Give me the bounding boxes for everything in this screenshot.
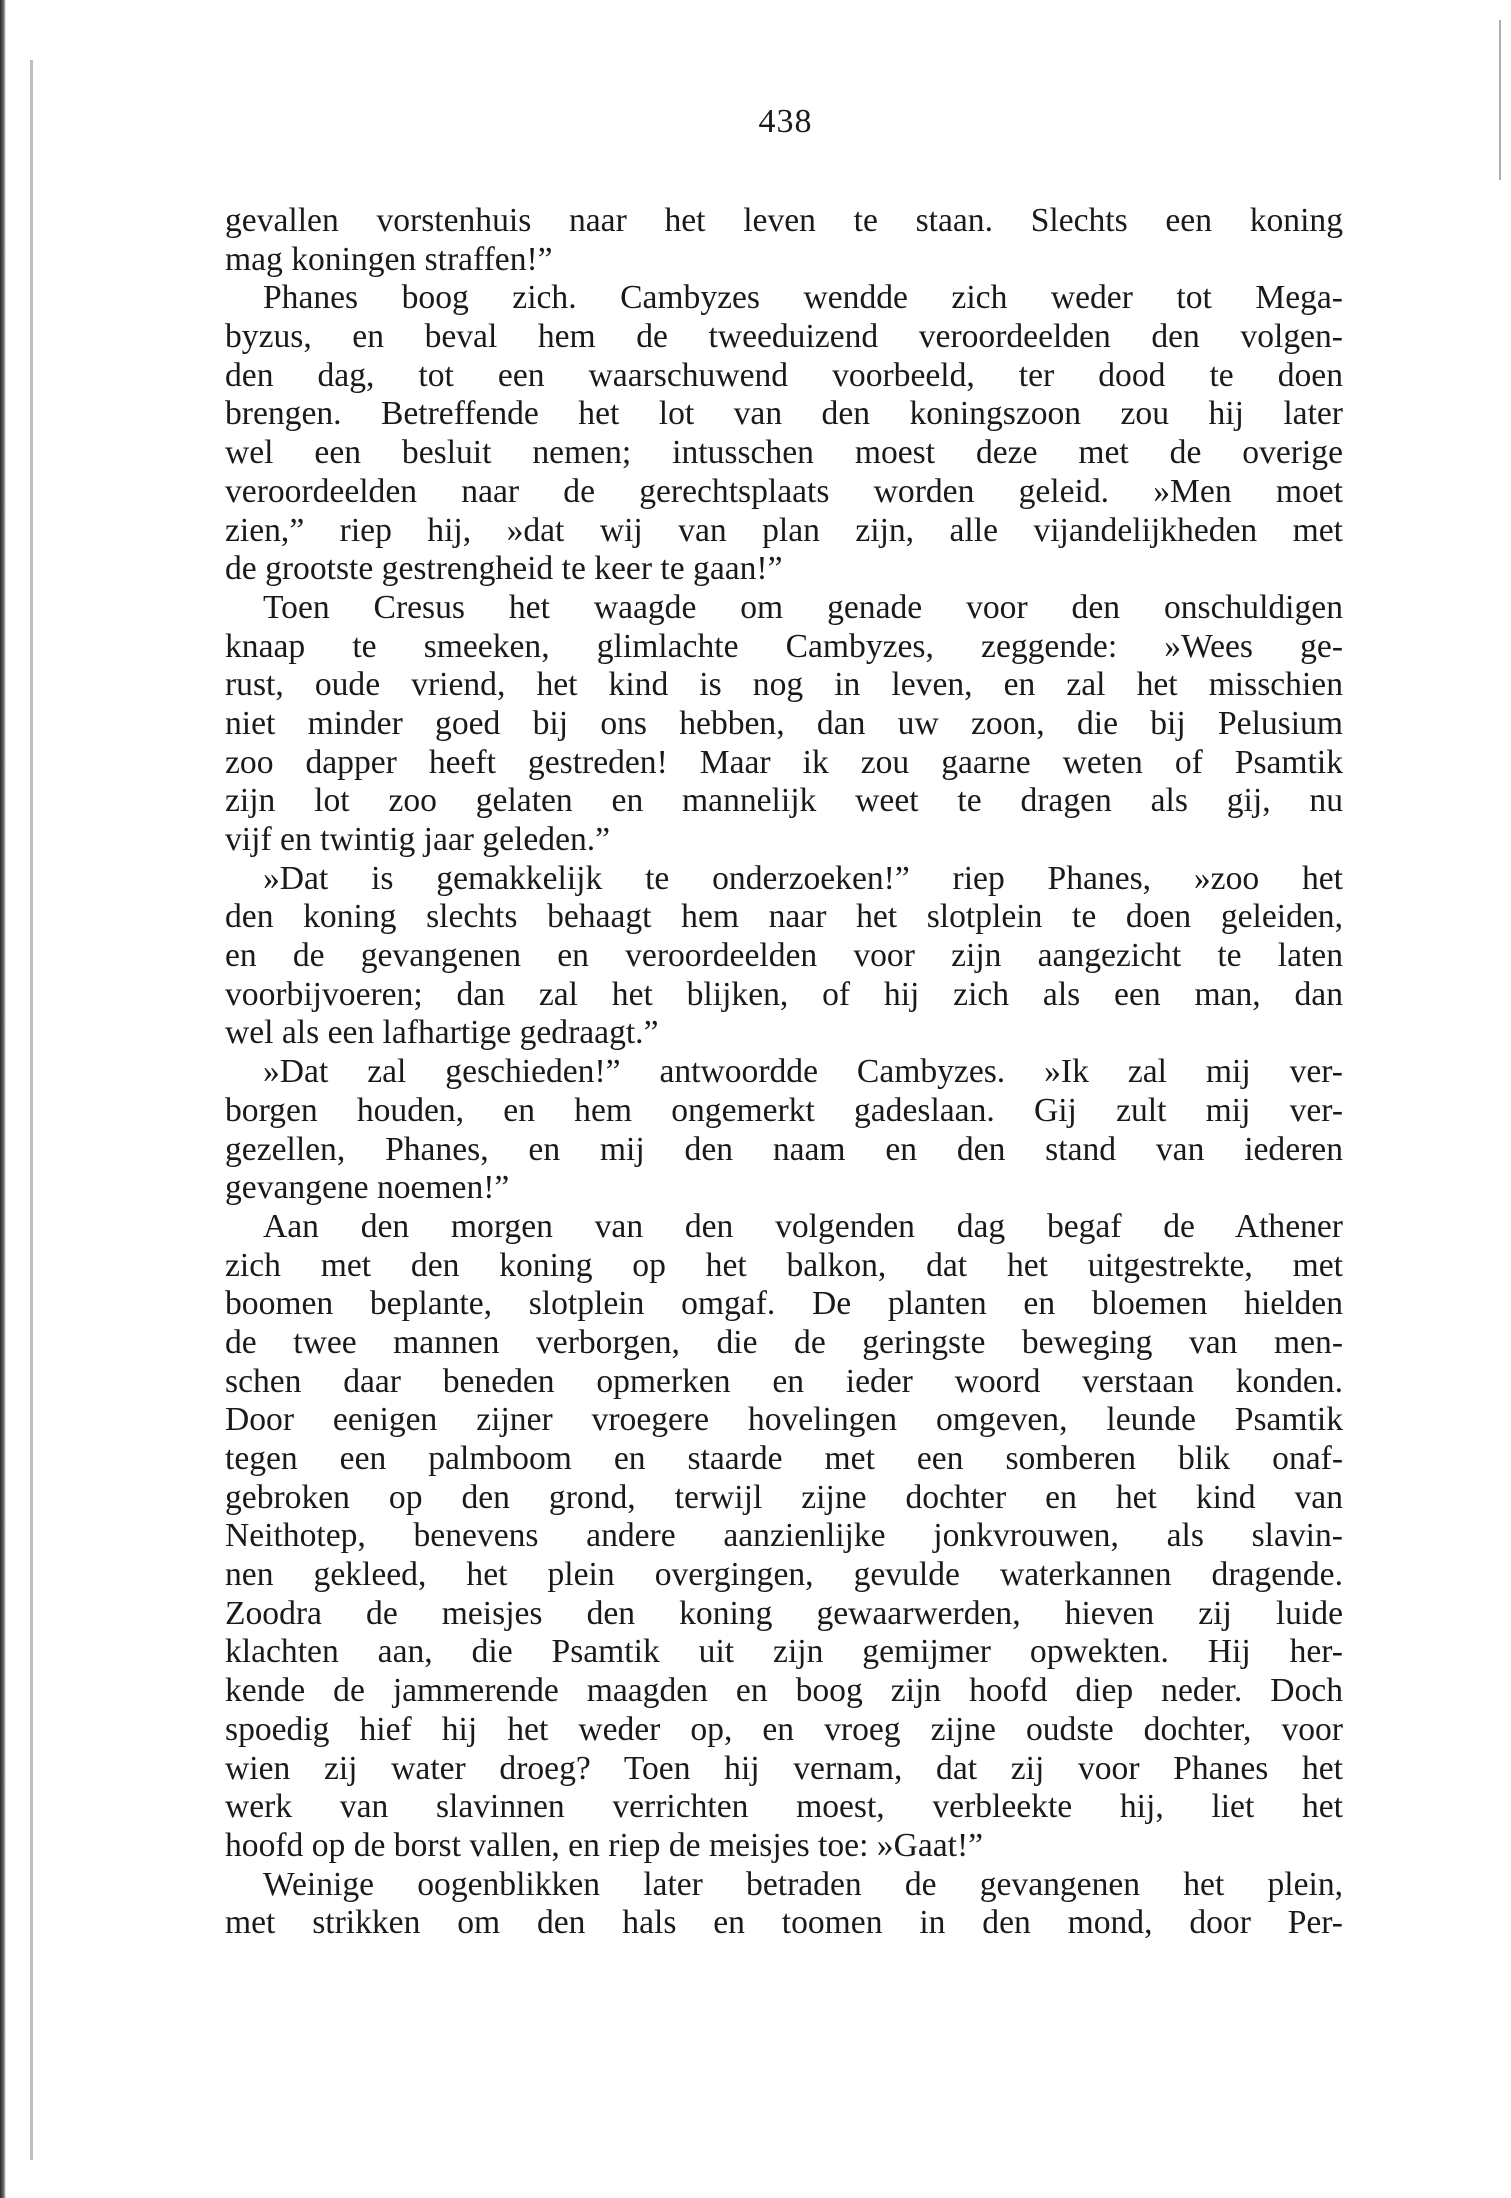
text-line: zoo dapper heeft gestreden! Maar ik zou gaarne weten of Psamtik: [225, 743, 1343, 781]
text-line: klachten aan, die Psamtik uit zijn gemijmer opwekten. Hij her-: [225, 1633, 1343, 1671]
text-line: werk van slavinnen verrichten moest, verbleekte hij, liet het: [225, 1788, 1343, 1826]
text-line: nen gekleed, het plein overgingen, gevulde waterkannen dragende.: [225, 1556, 1343, 1594]
page-number: 438: [758, 103, 813, 140]
body-text: [225, 202, 1343, 1943]
text-line: hoofd op de borst vallen, en riep de meisjes toe: »Gaat!”: [225, 1826, 984, 1864]
text-line: kende de jammerende maagden en boog zijn hoofd diep neder. Doch: [225, 1672, 1343, 1710]
text-line: Door eenigen zijner vroegere hovelingen omgeven, leunde Psamtik: [225, 1401, 1343, 1439]
text-line: en de gevangenen en veroordeelden voor zijn aangezicht te laten: [225, 937, 1343, 975]
text-line: schen daar beneden opmerken en ieder woord verstaan konden.: [225, 1362, 1343, 1400]
text-line: Neithotep, benevens andere aanzienlijke jonkvrouwen, als slavin-: [225, 1517, 1343, 1555]
text-line: zich met den koning op het balkon, dat het uitgestrekte, met: [225, 1246, 1343, 1284]
page-edge-shadow: [30, 60, 33, 2160]
text-line: Toen Cresus het waagde om genade voor den onschuldigen: [263, 588, 1343, 626]
text-line: gezellen, Phanes, en mij den naam en den stand van iederen: [225, 1130, 1343, 1168]
text-line: voorbijvoeren; dan zal het blijken, of hij zich als een man, dan: [225, 975, 1343, 1013]
text-line: wel als een lafhartige gedraagt.”: [225, 1014, 659, 1052]
text-line: knaap te smeeken, glimlachte Cambyzes, zeggende: »Wees ge-: [225, 627, 1343, 665]
text-line: rust, oude vriend, het kind is nog in leven, en zal het misschien: [225, 666, 1343, 704]
text-line: »Dat zal geschieden!” antwoordde Cambyzes. »Ik zal mij ver-: [263, 1053, 1343, 1091]
text-line: de grootste gestrengheid te keer te gaan!”: [225, 550, 783, 588]
text-line: gebroken op den grond, terwijl zijne dochter en het kind van: [225, 1478, 1343, 1516]
text-line: zien,” riep hij, »dat wij van plan zijn, alle vijandelijkheden met: [225, 511, 1343, 549]
text-line: de twee mannen verborgen, die de geringste beweging van men-: [225, 1323, 1343, 1361]
text-line: wel een besluit nemen; intusschen moest deze met de overige: [225, 434, 1343, 472]
text-line: mag koningen straffen!”: [225, 240, 553, 278]
text-line: gevangene noemen!”: [225, 1169, 510, 1207]
text-line: boomen beplante, slotplein omgaf. De planten en bloemen hielden: [225, 1285, 1343, 1323]
text-line: tegen een palmboom en staarde met een somberen blik onaf-: [225, 1440, 1343, 1477]
text-line: wien zij water droeg? Toen hij vernam, dat zij voor Phanes het: [225, 1749, 1343, 1787]
text-line: vijf en twintig jaar geleden.”: [225, 821, 611, 858]
page-edge-right: [1499, 20, 1501, 180]
text-line: spoedig hief hij het weder op, en vroeg zijne oudste dochter, voor: [225, 1710, 1343, 1748]
text-line: »Dat is gemakkelijk te onderzoeken!” riep Phanes, »zoo het: [263, 859, 1343, 897]
text-line: den koning slechts behaagt hem naar het slotplein te doen geleiden,: [225, 898, 1343, 936]
text-line: met strikken om den hals en toomen in den mond, door Per-: [225, 1904, 1343, 1942]
text-line: byzus, en beval hem de tweeduizend veroordeelden den volgen-: [225, 318, 1343, 356]
text-line: niet minder goed bij ons hebben, dan uw zoon, die bij Pelusium: [225, 704, 1343, 742]
text-line: Weinige oogenblikken later betraden de gevangenen het plein,: [263, 1865, 1343, 1903]
text-line: den dag, tot een waarschuwend voorbeeld, ter dood te doen: [225, 356, 1343, 394]
page-edge-left: [0, 0, 6, 2198]
text-line: gevallen vorstenhuis naar het leven te staan. Slechts een koning: [225, 202, 1343, 239]
text-line: Zoodra de meisjes den koning gewaarwerden, hieven zij luide: [225, 1594, 1343, 1632]
text-line: zijn lot zoo gelaten en mannelijk weet te dragen als gij, nu: [225, 782, 1343, 820]
text-line: brengen. Betreffende het lot van den koningszoon zou hij later: [225, 395, 1343, 433]
text-line: borgen houden, en hem ongemerkt gadeslaan. Gij zult mij ver-: [225, 1091, 1343, 1129]
text-line: Aan den morgen van den volgenden dag begaf de Athener: [263, 1207, 1343, 1245]
text-line: Phanes boog zich. Cambyzes wendde zich weder tot Mega-: [263, 279, 1343, 317]
text-line: veroordeelden naar de gerechtsplaats worden geleid. »Men moet: [225, 472, 1343, 510]
